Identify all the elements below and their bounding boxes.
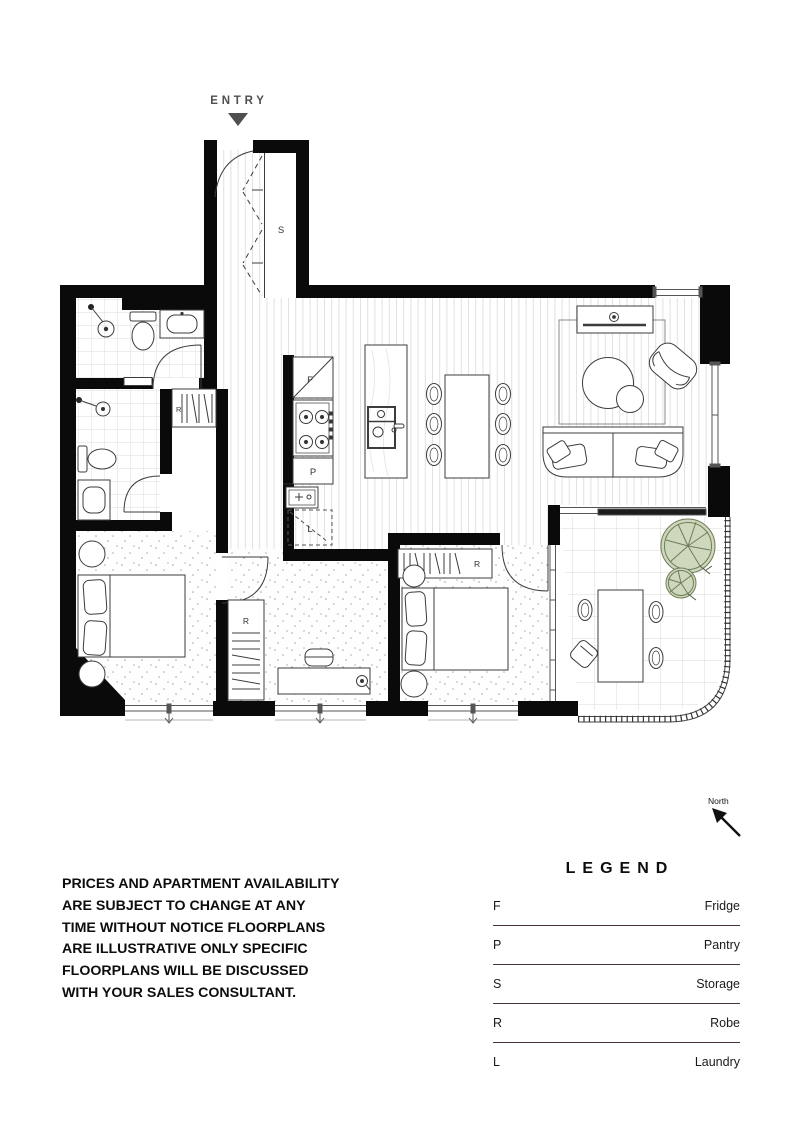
sofa <box>543 427 683 477</box>
bath-shelf <box>124 378 152 386</box>
dining-table <box>445 375 489 478</box>
legend-row <box>493 926 740 965</box>
entry-text: ENTRY <box>210 95 268 107</box>
disclaimer-line: WITH YOUR SALES CONSULTANT. <box>62 984 297 1001</box>
window-centre-mark <box>165 713 173 723</box>
disclaimer <box>62 874 362 1005</box>
vanity-icon <box>160 310 204 338</box>
outdoor-table <box>598 590 643 682</box>
legend-key: L <box>493 1055 500 1069</box>
bedside-table <box>79 541 105 567</box>
disclaimer-line: FLOORPLANS WILL BE DISCUSSED <box>62 963 309 980</box>
cooktop-icon <box>293 400 333 456</box>
legend-row <box>493 887 740 926</box>
bedside-table <box>403 565 425 587</box>
legend-row <box>493 965 740 1004</box>
legend-label: Fridge <box>704 899 740 913</box>
toilet-icon <box>130 312 156 350</box>
bedside-table <box>401 671 427 697</box>
legend-row <box>493 1043 740 1081</box>
entry-label <box>210 95 268 126</box>
legend <box>493 860 740 1081</box>
island-bench <box>365 345 407 478</box>
laundry-sink-icon <box>286 487 318 508</box>
bed-icon <box>78 575 185 657</box>
north-label: North <box>708 796 729 806</box>
fridge-label: F <box>307 375 313 386</box>
legend-key: F <box>493 899 501 913</box>
fridge-icon <box>293 357 333 398</box>
robe-bedroom1-label: R <box>242 616 250 626</box>
plant-icon <box>661 519 715 574</box>
dining-area <box>427 375 511 478</box>
legend-label: Laundry <box>694 1055 740 1069</box>
legend-label: Storage <box>696 977 740 991</box>
legend-key: R <box>493 1016 503 1030</box>
side-table <box>617 386 644 413</box>
pantry-label: P <box>309 467 317 478</box>
disclaimer-line: PRICES AND APARTMENT AVAILABILITY <box>62 876 340 892</box>
laundry-label: L <box>307 524 313 535</box>
robe-hall-label: R <box>176 405 182 414</box>
legend-row <box>493 1004 740 1043</box>
robe-bedroom2-label: R <box>474 559 481 569</box>
legend-key: P <box>493 938 502 952</box>
robe-bedroom1 <box>228 600 264 700</box>
north-arrow-icon <box>712 808 740 836</box>
entry-arrow-icon <box>228 113 248 126</box>
legend-label: Robe <box>710 1016 740 1030</box>
vanity-icon <box>78 480 110 520</box>
disclaimer-line: ARE ILLUSTRATIVE ONLY SPECIFIC <box>62 941 308 958</box>
north-indicator <box>708 796 740 836</box>
disclaimer-line: ARE SUBJECT TO CHANGE AT ANY <box>62 897 306 914</box>
legend-label: Pantry <box>703 938 740 952</box>
disclaimer-line: TIME WITHOUT NOTICE FLOORPLANS <box>62 919 326 936</box>
desk-chair <box>305 649 333 666</box>
bed-icon <box>402 588 508 670</box>
balcony-slider-panel <box>598 509 706 515</box>
tv-unit <box>577 306 653 333</box>
storage-label: S <box>277 225 285 236</box>
legend-title: LEGEND <box>565 860 675 877</box>
bedside-table <box>79 661 105 687</box>
legend-key: S <box>493 977 502 991</box>
